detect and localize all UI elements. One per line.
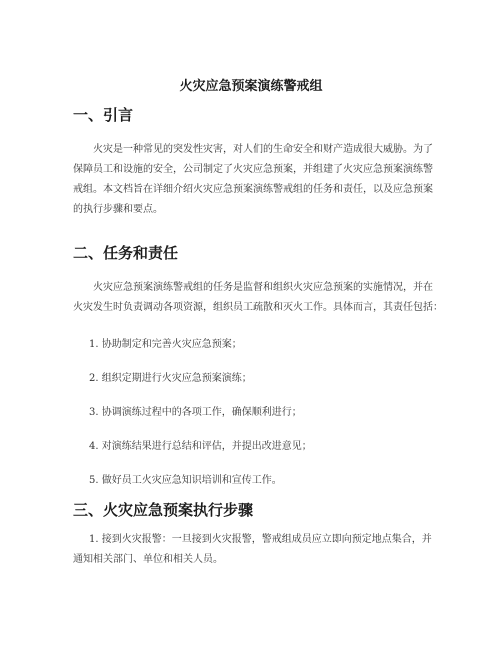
paragraph-line: 1. 接到火灾报警：一旦接到火灾报警，警戒组成员应立即向预定地点集合，并 <box>89 534 432 545</box>
list-item: 4. 对演练结果进行总结和评估，并提出改进意见； <box>89 441 312 452</box>
paragraph-steps <box>73 530 437 570</box>
list-item: 2. 组织定期进行火灾应急预案演练； <box>89 373 252 384</box>
paragraph-tasks <box>73 278 443 318</box>
section-heading-steps: 三、火灾应急预案执行步骤 <box>73 501 254 519</box>
section-heading-tasks: 二、任务和责任 <box>73 244 179 262</box>
paragraph-line: 的执行步骤和要点。 <box>73 204 163 215</box>
paragraph-line: 火灾是一种常见的突发性灾害，对人们的生命安全和财产造成很大威胁。为了 <box>93 144 433 155</box>
paragraph-line: 火灾应急预案演练警戒组的任务是监督和组织火灾应急预案的实施情况，并在 <box>93 282 433 293</box>
document-title: 火灾应急预案演练警戒组 <box>179 79 323 94</box>
paragraph-line: 通知相关部门、单位和相关人员。 <box>73 554 223 565</box>
paragraph-line: 保障员工和设施的安全，公司制定了火灾应急预案，并组建了火灾应急预案演练警 <box>73 164 433 175</box>
paragraph-line: 戒组。本文档旨在详细介绍火灾应急预案演练警戒组的任务和责任，以及应急预案 <box>73 184 433 195</box>
list-item: 1. 协助制定和完善火灾应急预案； <box>89 339 242 350</box>
paragraph-introduction <box>73 140 437 220</box>
list-item: 3. 协调演练过程中的各项工作，确保顺利进行； <box>89 407 302 418</box>
paragraph-line: 火灾发生时负责调动各项资源，组织员工疏散和灭火工作。具体而言，其责任包括： <box>73 302 443 313</box>
list-item: 5. 做好员工火灾应急知识培训和宣传工作。 <box>89 475 282 486</box>
section-heading-introduction: 一、引言 <box>73 106 134 124</box>
